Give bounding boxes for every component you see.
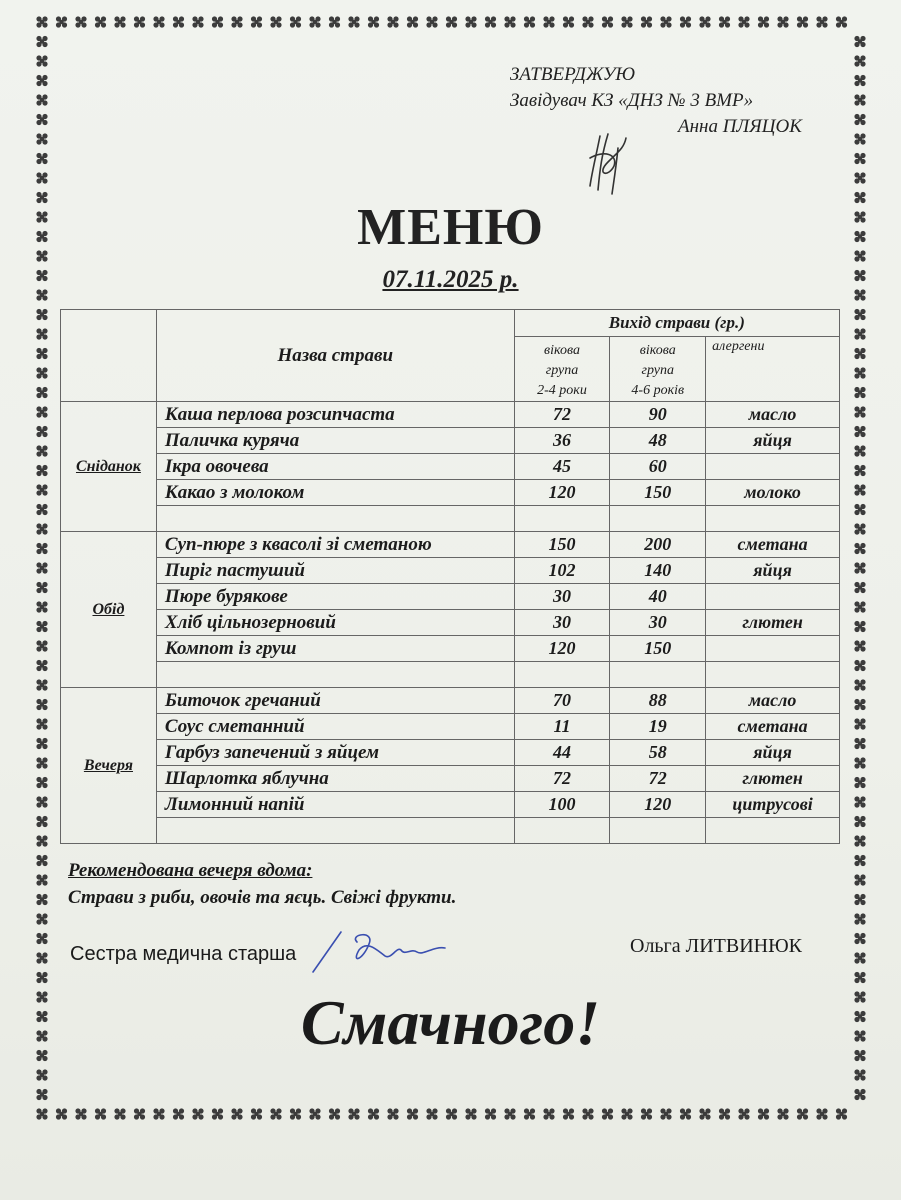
- border-ornament: [797, 16, 808, 27]
- border-ornament: [36, 660, 47, 671]
- border-ornament: [854, 562, 865, 573]
- border-ornament: [854, 855, 865, 866]
- border-ornament: [36, 94, 47, 105]
- border-ornament: [465, 1108, 476, 1119]
- border-ornament: [309, 1108, 320, 1119]
- border-ornament: [192, 1108, 203, 1119]
- portion-2-4: [514, 506, 610, 532]
- table-row: [61, 532, 840, 558]
- table-row: [61, 402, 840, 428]
- border-ornament: [251, 1108, 262, 1119]
- dish-name: Хліб цільнозерновий: [156, 610, 514, 636]
- border-ornament: [854, 621, 865, 632]
- portion-2-4: 72: [514, 766, 610, 792]
- portion-4-6: 40: [610, 584, 706, 610]
- border-ornament: [36, 757, 47, 768]
- border-ornament: [387, 1108, 398, 1119]
- border-ornament: [212, 1108, 223, 1119]
- bon-appetit-text: Смачного!: [300, 987, 601, 1058]
- border-ornament: [36, 504, 47, 515]
- border-ornament: [854, 972, 865, 983]
- nurse-signature: [305, 920, 465, 980]
- portion-4-6: 19: [610, 714, 706, 740]
- table-row: [61, 792, 840, 818]
- portion-2-4: 45: [514, 454, 610, 480]
- border-ornament: [854, 426, 865, 437]
- border-ornament: [290, 16, 301, 27]
- border-ornament: [36, 855, 47, 866]
- border-ornament: [816, 16, 827, 27]
- border-ornament: [738, 16, 749, 27]
- border-ornament: [854, 133, 865, 144]
- border-ornament: [36, 640, 47, 651]
- border-ornament: [854, 55, 865, 66]
- border-ornament: [854, 1069, 865, 1080]
- meal-label: Вечеря: [61, 688, 157, 844]
- meal-label: Сніданок: [61, 402, 157, 532]
- border-ornament: [854, 699, 865, 710]
- border-ornament: [854, 153, 865, 164]
- border-ornament: [36, 133, 47, 144]
- border-ornament: [777, 16, 788, 27]
- allergen: яйця: [706, 428, 840, 454]
- portion-4-6: 30: [610, 610, 706, 636]
- border-ornament: [36, 36, 47, 47]
- border-ornament: [348, 1108, 359, 1119]
- dish-name: Ікра овочева: [156, 454, 514, 480]
- allergen: сметана: [706, 714, 840, 740]
- border-ornament: [36, 1089, 47, 1100]
- dish-name-header: Назва страви: [156, 310, 514, 402]
- border-ornament: [134, 1108, 145, 1119]
- border-ornament: [777, 1108, 788, 1119]
- approval-block: [510, 62, 802, 140]
- dish-name: Пиріг пастуший: [156, 558, 514, 584]
- recommendation-title: Рекомендована вечеря вдома:: [68, 860, 313, 881]
- dish-name: Соус сметанний: [156, 714, 514, 740]
- border-ornament: [36, 16, 47, 27]
- border-ornament: [660, 1108, 671, 1119]
- border-ornament: [290, 1108, 301, 1119]
- border-ornament: [231, 16, 242, 27]
- portion-4-6: 72: [610, 766, 706, 792]
- dish-name: Гарбуз запечений з яйцем: [156, 740, 514, 766]
- portion-4-6: [610, 506, 706, 532]
- border-ornament: [485, 16, 496, 27]
- border-ornament: [660, 16, 671, 27]
- border-ornament: [231, 1108, 242, 1119]
- border-ornament: [153, 1108, 164, 1119]
- border-ornament: [854, 484, 865, 495]
- portion-4-6: 150: [610, 636, 706, 662]
- output-header: Вихід страви (гр.): [514, 310, 839, 337]
- portion-2-4: 102: [514, 558, 610, 584]
- border-ornament: [36, 484, 47, 495]
- border-ornament: [854, 348, 865, 359]
- portion-4-6: 60: [610, 454, 706, 480]
- border-ornament: [854, 718, 865, 729]
- border-ornament: [854, 640, 865, 651]
- portion-2-4: 72: [514, 402, 610, 428]
- age-group-4-6-header: вікова група 4-6 років: [610, 337, 706, 402]
- border-ornament: [251, 16, 262, 27]
- allergen: цитрусові: [706, 792, 840, 818]
- border-ornament: [854, 387, 865, 398]
- border-ornament: [36, 601, 47, 612]
- border-ornament: [621, 1108, 632, 1119]
- allergens-header: алергени: [706, 337, 840, 402]
- portion-4-6: 140: [610, 558, 706, 584]
- border-ornament: [543, 16, 554, 27]
- border-ornament: [270, 16, 281, 27]
- portion-2-4: 30: [514, 610, 610, 636]
- border-ornament: [36, 972, 47, 983]
- approval-signatory: Анна ПЛЯЦОК: [678, 116, 802, 137]
- border-ornament: [36, 523, 47, 534]
- border-ornament: [854, 114, 865, 125]
- portion-4-6: 88: [610, 688, 706, 714]
- portion-4-6: 200: [610, 532, 706, 558]
- border-ornament: [836, 16, 847, 27]
- border-ornament: [699, 16, 710, 27]
- border-ornament: [854, 406, 865, 417]
- nurse-name: Ольга ЛИТВИНЮК: [630, 935, 802, 957]
- recommendation-text: Страви з риби, овочів та яєць. Свіжі фрукти.: [68, 887, 457, 908]
- border-ornament: [719, 16, 730, 27]
- portion-4-6: [610, 818, 706, 844]
- portion-2-4: 100: [514, 792, 610, 818]
- border-ornament: [758, 16, 769, 27]
- border-ornament: [36, 777, 47, 788]
- border-ornament: [738, 1108, 749, 1119]
- border-ornament: [36, 933, 47, 944]
- border-ornament: [36, 582, 47, 593]
- portion-2-4: [514, 662, 610, 688]
- border-ornament: [36, 679, 47, 690]
- dish-name: Суп-пюре з квасолі зі сметаною: [156, 532, 514, 558]
- dish-name: Каша перлова розсипчаста: [156, 402, 514, 428]
- portion-2-4: 120: [514, 480, 610, 506]
- border-ornament: [524, 16, 535, 27]
- allergen: сметана: [706, 532, 840, 558]
- border-ornament: [173, 16, 184, 27]
- border-ornament: [36, 952, 47, 963]
- border-ornament: [36, 1108, 47, 1119]
- border-ornament: [836, 1108, 847, 1119]
- border-ornament: [407, 1108, 418, 1119]
- border-ornament: [641, 16, 652, 27]
- portion-4-6: 120: [610, 792, 706, 818]
- border-ornament: [854, 328, 865, 339]
- border-ornament: [524, 1108, 535, 1119]
- border-ornament: [36, 426, 47, 437]
- table-row: [61, 428, 840, 454]
- border-ornament: [582, 1108, 593, 1119]
- border-ornament: [797, 1108, 808, 1119]
- border-ornament: [134, 16, 145, 27]
- dish-name: Лимонний напій: [156, 792, 514, 818]
- allergen: [706, 818, 840, 844]
- border-ornament: [173, 1108, 184, 1119]
- border-ornament: [854, 172, 865, 183]
- border-ornament: [36, 621, 47, 632]
- border-ornament: [387, 16, 398, 27]
- border-ornament: [680, 1108, 691, 1119]
- border-ornament: [36, 562, 47, 573]
- border-ornament: [36, 543, 47, 554]
- border-ornament: [854, 445, 865, 456]
- border-ornament: [348, 16, 359, 27]
- border-ornament: [95, 1108, 106, 1119]
- border-ornament: [602, 1108, 613, 1119]
- border-ornament: [641, 1108, 652, 1119]
- approval-heading: ЗАТВЕРДЖУЮ: [510, 64, 636, 85]
- border-ornament: [368, 1108, 379, 1119]
- approval-position: Завідувач КЗ «ДНЗ № 3 ВМР»: [510, 90, 754, 111]
- table-row: [61, 818, 840, 844]
- border-ornament: [36, 172, 47, 183]
- border-ornament: [36, 894, 47, 905]
- table-row: [61, 480, 840, 506]
- menu-date: 07.11.2025 р.: [382, 266, 519, 293]
- border-ornament: [602, 16, 613, 27]
- border-ornament: [854, 367, 865, 378]
- allergen: [706, 662, 840, 688]
- portion-2-4: 120: [514, 636, 610, 662]
- menu-table: [60, 309, 840, 844]
- border-ornament: [854, 874, 865, 885]
- allergen: яйця: [706, 558, 840, 584]
- border-ornament: [153, 16, 164, 27]
- border-ornament: [329, 1108, 340, 1119]
- border-ornament: [680, 16, 691, 27]
- portion-2-4: 150: [514, 532, 610, 558]
- border-ornament: [36, 348, 47, 359]
- border-ornament: [446, 1108, 457, 1119]
- table-row: [61, 584, 840, 610]
- border-ornament: [75, 16, 86, 27]
- border-ornament: [854, 601, 865, 612]
- allergen: глютен: [706, 610, 840, 636]
- border-ornament: [854, 777, 865, 788]
- portion-4-6: 150: [610, 480, 706, 506]
- border-ornament: [36, 153, 47, 164]
- border-ornament: [854, 543, 865, 554]
- dish-name: Пюре бурякове: [156, 584, 514, 610]
- allergen: [706, 506, 840, 532]
- dish-name: Шарлотка яблучна: [156, 766, 514, 792]
- border-ornament: [854, 1089, 865, 1100]
- border-ornament: [95, 16, 106, 27]
- border-ornament: [36, 55, 47, 66]
- portion-2-4: 11: [514, 714, 610, 740]
- border-ornament: [582, 16, 593, 27]
- portion-4-6: [610, 662, 706, 688]
- border-ornament: [854, 835, 865, 846]
- allergen: [706, 584, 840, 610]
- border-ornament: [329, 16, 340, 27]
- border-ornament: [36, 835, 47, 846]
- border-ornament: [36, 738, 47, 749]
- border-ornament: [368, 16, 379, 27]
- age-group-2-4-header: вікова група 2-4 роки: [514, 337, 610, 402]
- border-ornament: [36, 114, 47, 125]
- border-ornament: [854, 504, 865, 515]
- allergen: [706, 454, 840, 480]
- border-ornament: [854, 913, 865, 924]
- portion-4-6: 58: [610, 740, 706, 766]
- border-ornament: [504, 16, 515, 27]
- border-ornament: [854, 816, 865, 827]
- border-ornament: [309, 16, 320, 27]
- border-ornament: [36, 406, 47, 417]
- border-ornament: [36, 445, 47, 456]
- table-row: [61, 740, 840, 766]
- table-row: [61, 506, 840, 532]
- table-row: [61, 454, 840, 480]
- dish-name: Какао з молоком: [156, 480, 514, 506]
- border-ornament: [699, 1108, 710, 1119]
- table-row: [61, 558, 840, 584]
- dish-name: Компот із груш: [156, 636, 514, 662]
- table-row: [61, 688, 840, 714]
- allergen: молоко: [706, 480, 840, 506]
- border-ornament: [854, 952, 865, 963]
- border-ornament: [854, 796, 865, 807]
- border-ornament: [446, 16, 457, 27]
- border-ornament: [426, 1108, 437, 1119]
- border-ornament: [36, 816, 47, 827]
- border-ornament: [426, 16, 437, 27]
- border-ornament: [563, 1108, 574, 1119]
- border-ornament: [270, 1108, 281, 1119]
- border-ornament: [485, 1108, 496, 1119]
- border-ornament: [854, 738, 865, 749]
- border-ornament: [56, 1108, 67, 1119]
- border-ornament: [854, 757, 865, 768]
- portion-2-4: 30: [514, 584, 610, 610]
- border-ornament: [36, 387, 47, 398]
- border-ornament: [36, 718, 47, 729]
- border-ornament: [36, 913, 47, 924]
- meal-label: Обід: [61, 532, 157, 688]
- border-ornament: [407, 16, 418, 27]
- border-ornament: [192, 16, 203, 27]
- allergen: яйця: [706, 740, 840, 766]
- border-ornament: [854, 36, 865, 47]
- border-ornament: [854, 309, 865, 320]
- border-ornament: [36, 1069, 47, 1080]
- border-ornament: [75, 1108, 86, 1119]
- border-ornament: [854, 75, 865, 86]
- dish-name: [156, 662, 514, 688]
- border-ornament: [36, 309, 47, 320]
- border-ornament: [36, 75, 47, 86]
- portion-4-6: 90: [610, 402, 706, 428]
- border-ornament: [719, 1108, 730, 1119]
- border-ornament: [854, 894, 865, 905]
- page-title: МЕНЮ: [357, 199, 544, 256]
- table-row: [61, 766, 840, 792]
- nurse-role: Сестра медична старша: [70, 943, 297, 965]
- dish-name: [156, 506, 514, 532]
- border-ornament: [36, 367, 47, 378]
- dish-name: Паличка куряча: [156, 428, 514, 454]
- allergen: масло: [706, 688, 840, 714]
- director-signature: [578, 128, 648, 198]
- border-ornament: [854, 582, 865, 593]
- border-ornament: [816, 1108, 827, 1119]
- border-ornament: [212, 16, 223, 27]
- border-ornament: [114, 16, 125, 27]
- allergen: [706, 636, 840, 662]
- allergen: масло: [706, 402, 840, 428]
- table-row: [61, 714, 840, 740]
- border-ornament: [36, 328, 47, 339]
- table-row: [61, 610, 840, 636]
- dish-name: [156, 818, 514, 844]
- border-ornament: [543, 1108, 554, 1119]
- border-ornament: [114, 1108, 125, 1119]
- border-ornament: [621, 16, 632, 27]
- dish-name: Биточок гречаний: [156, 688, 514, 714]
- meal-header-cell: [61, 310, 157, 402]
- home-dinner-recommendation: [68, 857, 456, 911]
- allergen: глютен: [706, 766, 840, 792]
- border-ornament: [854, 679, 865, 690]
- border-ornament: [36, 465, 47, 476]
- border-ornament: [56, 16, 67, 27]
- portion-2-4: 44: [514, 740, 610, 766]
- border-ornament: [854, 523, 865, 534]
- border-ornament: [854, 94, 865, 105]
- border-ornament: [465, 16, 476, 27]
- portion-4-6: 48: [610, 428, 706, 454]
- portion-2-4: 36: [514, 428, 610, 454]
- border-ornament: [36, 874, 47, 885]
- table-row: [61, 662, 840, 688]
- border-ornament: [504, 1108, 515, 1119]
- border-ornament: [758, 1108, 769, 1119]
- portion-2-4: [514, 818, 610, 844]
- border-ornament: [854, 660, 865, 671]
- portion-2-4: 70: [514, 688, 610, 714]
- border-ornament: [854, 933, 865, 944]
- border-ornament: [36, 699, 47, 710]
- border-ornament: [854, 465, 865, 476]
- table-row: [61, 636, 840, 662]
- border-ornament: [563, 16, 574, 27]
- border-ornament: [36, 796, 47, 807]
